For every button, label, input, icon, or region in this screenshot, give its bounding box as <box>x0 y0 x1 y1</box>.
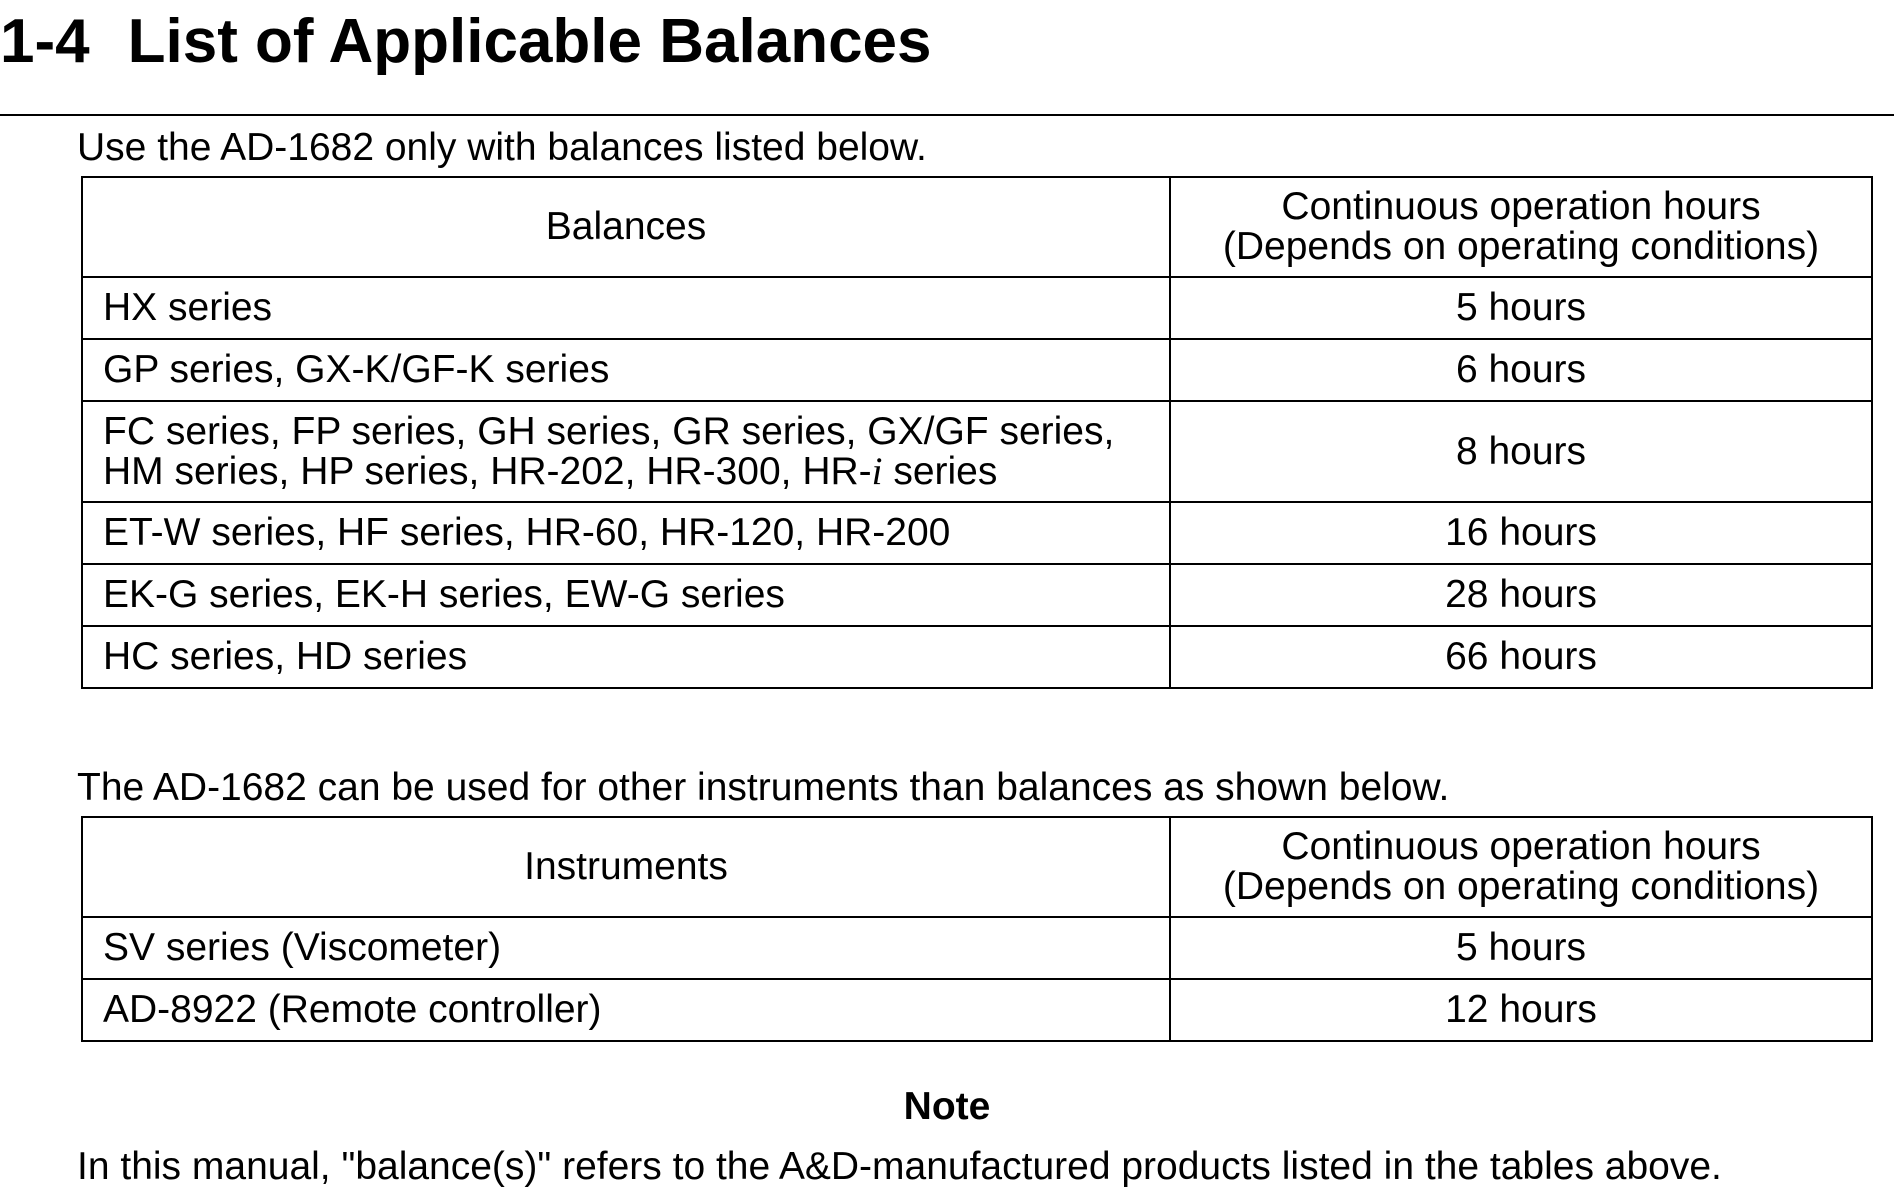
table-row <box>82 917 1872 979</box>
hours-header-line1: Continuous operation hours <box>1281 185 1761 228</box>
balances-table <box>81 176 1873 689</box>
balances-intro: Use the AD-1682 only with balances listed below. <box>77 126 927 169</box>
balance-name-line2: HM series, HP series, HR-202, HR-300, HR-i series <box>103 449 998 493</box>
balance-name: ET-W series, HF series, HR-60, HR-120, HR-200 <box>82 502 1170 564</box>
operation-hours: 8 hours <box>1170 401 1872 502</box>
table-row <box>82 979 1872 1041</box>
table-header-row <box>82 177 1872 277</box>
balance-name: HC series, HD series <box>82 626 1170 688</box>
balance-name-line1: FC series, FP series, GH series, GR series, GX/GF series, <box>103 409 1115 453</box>
operation-hours: 6 hours <box>1170 339 1872 401</box>
table-row <box>82 502 1872 564</box>
instrument-name: AD-8922 (Remote controller) <box>82 979 1170 1041</box>
balance-name: HX series <box>82 277 1170 339</box>
section-number: 1-4 <box>0 7 90 76</box>
table-row <box>82 339 1872 401</box>
operation-hours: 5 hours <box>1170 277 1872 339</box>
hours-column-header <box>1170 177 1872 277</box>
balance-name: EK-G series, EK-H series, EW-G series <box>82 564 1170 626</box>
hours-column-header <box>1170 817 1872 917</box>
operation-hours: 66 hours <box>1170 626 1872 688</box>
instruments-intro: The AD-1682 can be used for other instruments than balances as shown below. <box>77 766 1450 809</box>
instrument-name: SV series (Viscometer) <box>82 917 1170 979</box>
instruments-table <box>81 816 1873 1042</box>
table-row <box>82 277 1872 339</box>
heading-rule <box>0 114 1894 116</box>
operation-hours: 5 hours <box>1170 917 1872 979</box>
operation-hours: 16 hours <box>1170 502 1872 564</box>
hours-header-line1: Continuous operation hours <box>1281 825 1761 868</box>
note-text: In this manual, "balance(s)" refers to the A&D-manufactured products listed in the tables above. <box>77 1145 1722 1188</box>
balances-column-header: Balances <box>82 177 1170 277</box>
instruments-column-header: Instruments <box>82 817 1170 917</box>
balance-name <box>82 401 1170 502</box>
hours-header-line2: (Depends on operating conditions) <box>1222 225 1820 268</box>
operation-hours: 12 hours <box>1170 979 1872 1041</box>
table-row <box>82 626 1872 688</box>
table-row <box>82 564 1872 626</box>
section-heading <box>0 4 932 80</box>
note-title: Note <box>903 1085 991 1128</box>
operation-hours: 28 hours <box>1170 564 1872 626</box>
balance-name: GP series, GX-K/GF-K series <box>82 339 1170 401</box>
table-header-row <box>82 817 1872 917</box>
section-title: List of Applicable Balances <box>127 7 932 76</box>
hours-header-line2: (Depends on operating conditions) <box>1222 865 1820 908</box>
table-row <box>82 401 1872 502</box>
